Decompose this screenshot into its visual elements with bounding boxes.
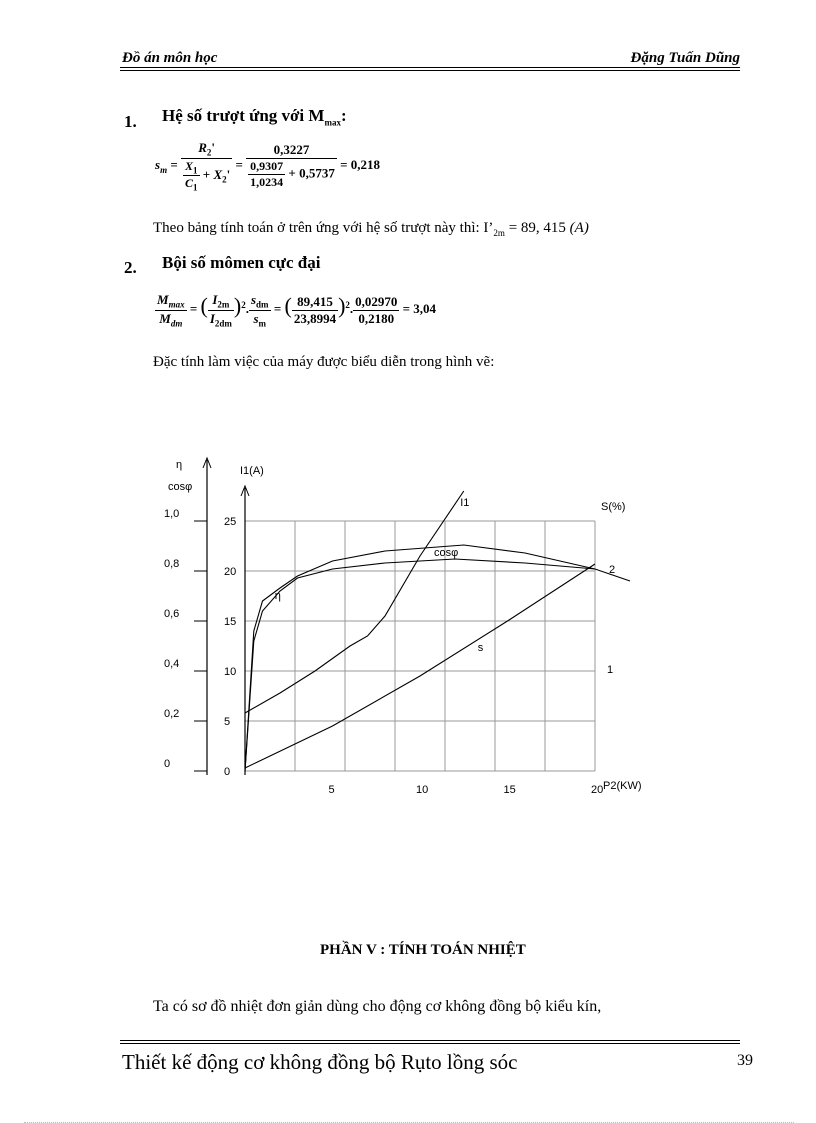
series-label-I1: I1 — [460, 497, 470, 509]
i1-tick-label: 25 — [224, 516, 237, 528]
slip-tick-label: 2 — [609, 564, 616, 576]
series-label-cosφ: cosφ — [434, 547, 459, 559]
section-2-number: 2. — [124, 258, 137, 277]
i1-tick-label: 15 — [224, 616, 237, 628]
left-tick-label: 0,8 — [164, 558, 180, 570]
left-tick-label: 0,4 — [164, 658, 180, 670]
torque-ratio-equation: $\frac{M_{max}}{M_{dm}}$ = ( $\frac{I_{2m}}{I_{2dm}}$ )$^2$. $\frac{s_{dm}}{s_m}$ = ( $\frac{89,415}{23,8994}$ )$^2$. $\frac{0,02970}{0,2180}$ = 3,04 — [157, 292, 437, 329]
x-tick-label: 15 — [503, 784, 516, 796]
section-1-title: Hệ số trượt ứng với $M_{max}$: — [162, 106, 347, 128]
slip-tick-label: 1 — [607, 664, 614, 676]
section-5-title: PHẦN V : TÍNH TOÁN NHIỆT — [320, 942, 526, 958]
left-tick-label: 0,6 — [164, 608, 180, 620]
performance-characteristics-chart — [150, 450, 660, 805]
section-2-title: Bội số mômen cực đại — [162, 253, 321, 272]
x-tick-label: 20 — [591, 784, 604, 796]
slip-axis-label: S(%) — [601, 501, 626, 513]
header-right: Đặng Tuấn Dũng — [630, 50, 740, 66]
left-tick-label: 1,0 — [164, 508, 180, 520]
series-line-cosφ — [245, 559, 595, 771]
x-tick-label: 10 — [416, 784, 429, 796]
footer-rule — [120, 1040, 740, 1041]
series-label-η: η — [274, 590, 281, 602]
section-1-text: Theo bảng tính toán ở trên ứng với hệ số trượt này thì: $I’_{2m} = 89$, 415 (A) — [153, 220, 589, 238]
section-5-text: Ta có sơ đồ nhiệt đơn giản dùng cho động cơ không đồng bộ kiểu kín, — [153, 998, 602, 1015]
i1-axis-label: I1(A) — [240, 465, 264, 477]
cos-axis-label: cosφ — [168, 481, 193, 493]
left-tick-label: 0,2 — [164, 708, 180, 720]
header-left: Đồ án môn học — [122, 50, 218, 66]
i1-tick-label: 5 — [224, 716, 231, 728]
footer-rule-2 — [120, 1043, 740, 1044]
footer-title: Thiết kế động cơ không đồng bộ Rụto lồng sóc — [122, 1050, 518, 1074]
i1-tick-label: 0 — [224, 766, 231, 778]
header-rule-2 — [120, 70, 740, 71]
x-tick-label: 5 — [328, 784, 335, 796]
section-2-text: Đặc tính làm việc của máy được biểu diễn trong hình vẽ: — [153, 354, 495, 370]
series-line-I1 — [245, 491, 464, 713]
x-axis-label: P2(KW) — [603, 780, 642, 792]
section-1-number: 1. — [124, 112, 137, 131]
i1-tick-label: 20 — [224, 566, 237, 578]
series-line-s — [245, 564, 595, 768]
page-number: 39 — [737, 1052, 753, 1069]
left-tick-label: 0 — [164, 758, 171, 770]
i1-tick-label: 10 — [224, 666, 237, 678]
slip-equation: $s_m$ = $R_2'$ $\frac{X_1}{C_1}$ + $X_2'$ = 0,3227 $\frac{0,9307}{1,0234}$ + 0,5737 = 0,218 — [155, 140, 380, 193]
header-rule — [120, 67, 740, 68]
series-label-s: s — [477, 642, 484, 654]
eta-axis-label: η — [176, 459, 183, 471]
